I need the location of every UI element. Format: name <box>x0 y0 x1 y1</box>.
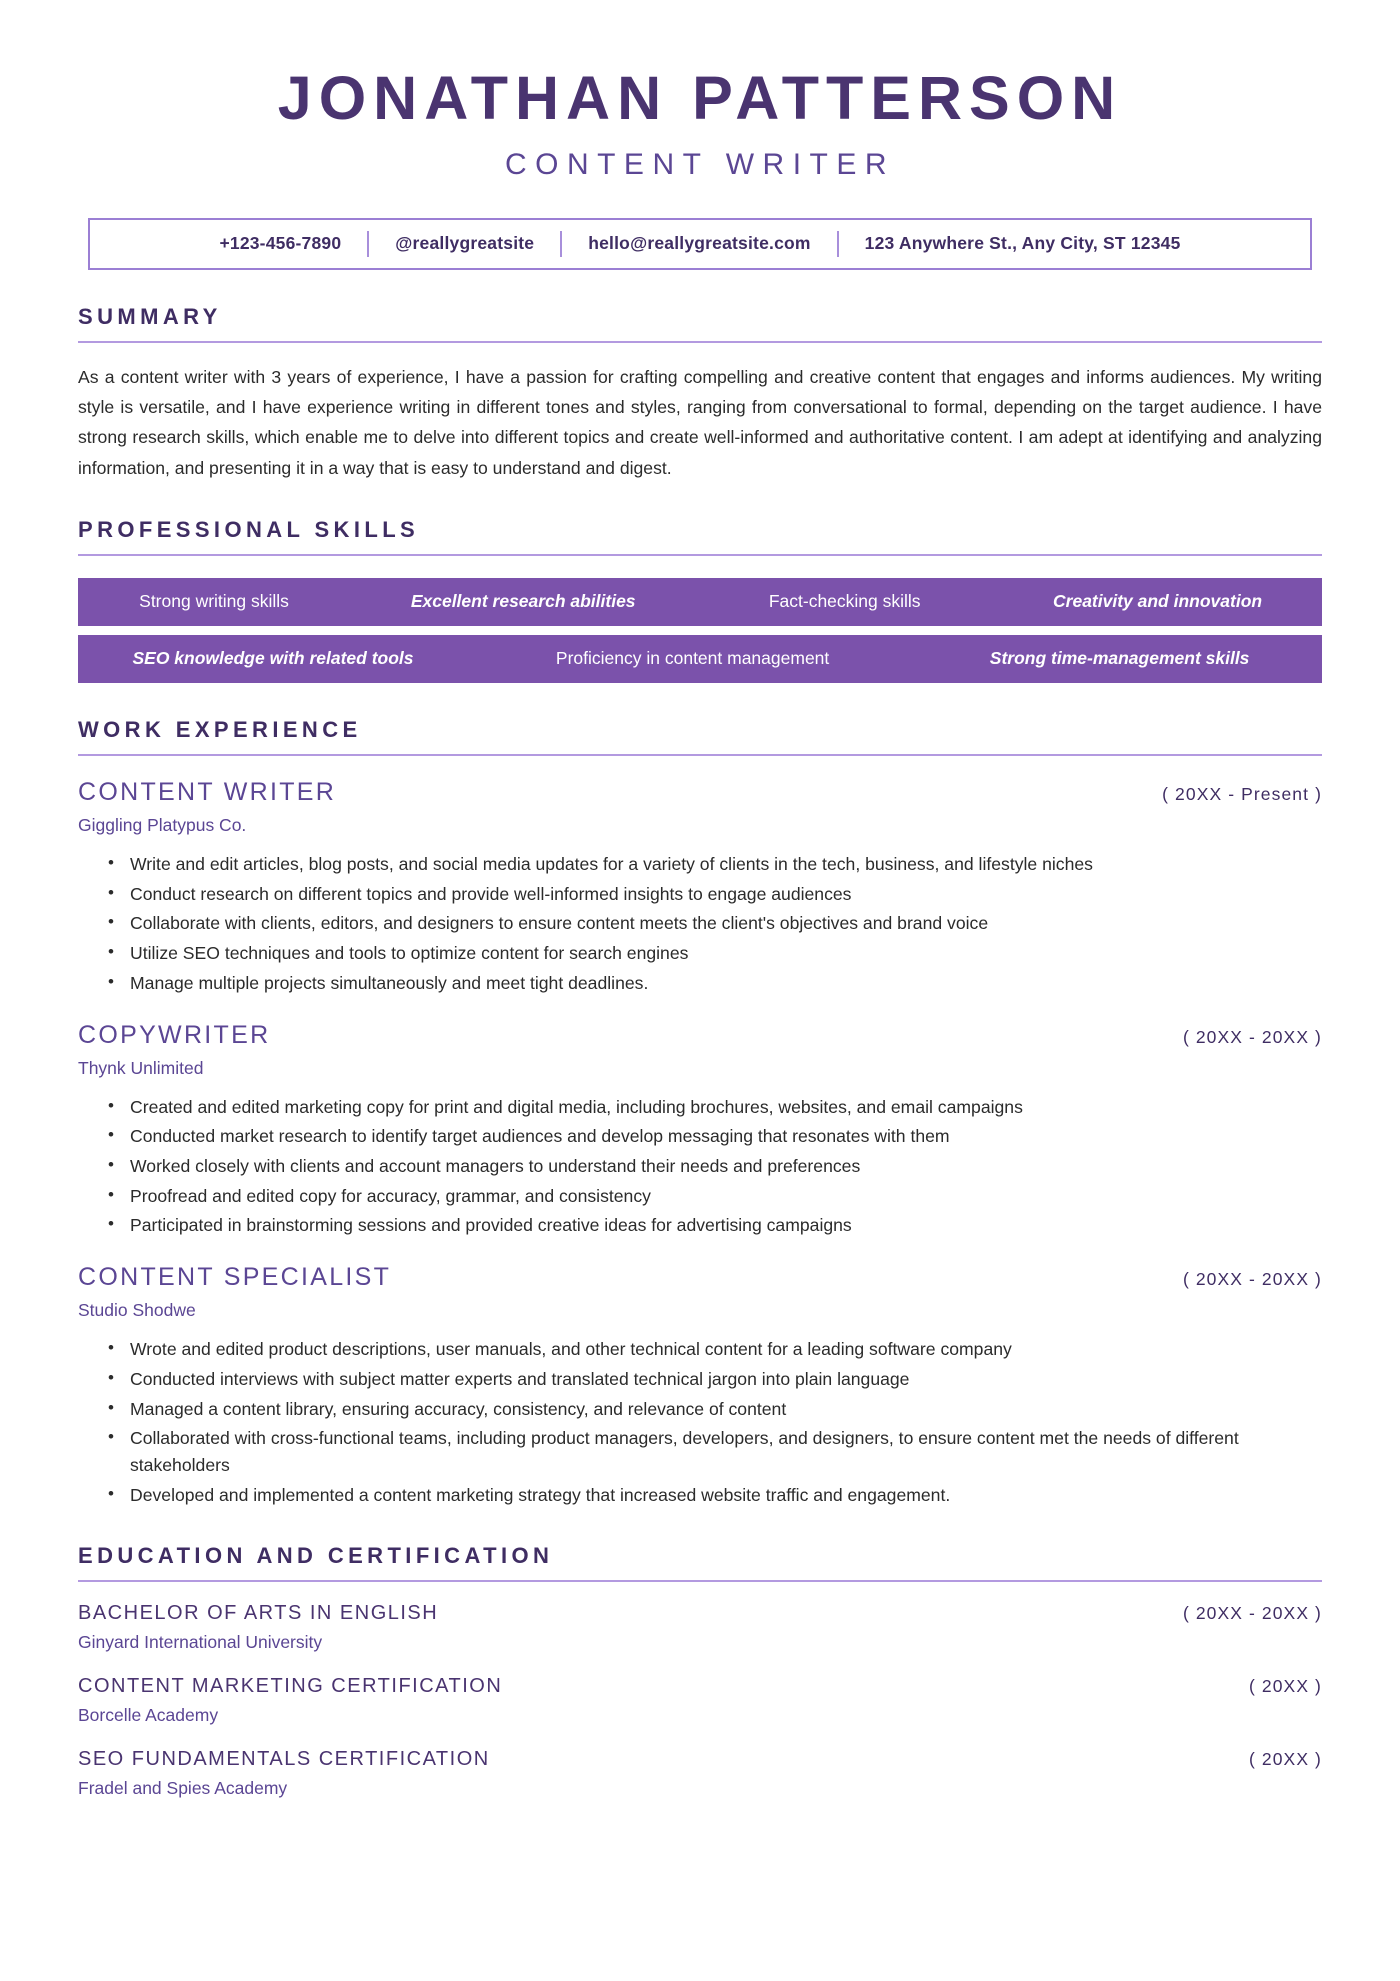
skills-heading: PROFESSIONAL SKILLS <box>78 516 420 542</box>
skill-item: Proficiency in content management <box>555 648 830 669</box>
skill-item: SEO knowledge with related tools <box>132 648 414 669</box>
education-school: Borcelle Academy <box>78 1704 219 1725</box>
education-entry-header <box>78 1675 1322 1698</box>
skills-row <box>78 635 1322 683</box>
summary-text: As a content writer with 3 years of experience, I have a passion for crafting compelling and creative content that engages and informs audiences. My writing style is versatile, and I have experience writing in different tones and styles, ranging from conversational to formal, depending on the target audience. I have strong research skills, which enable me to delve into different topics and create well-informed and authoritative content. I am adept at identifying and analyzing information, and presenting it in a way that is easy to understand and digest. <box>78 366 1322 478</box>
skill-item: Fact-checking skills <box>768 591 921 612</box>
job-responsibility-list <box>78 851 1322 997</box>
job-date: ( 20XX - Present ) <box>1162 783 1322 804</box>
list-item: • Collaborated with cross-functional teams, including product managers, developers, and designers, to ensure content met the needs of different stakeholders <box>108 1425 1322 1478</box>
list-item: • Developed and implemented a content marketing strategy that increased website traffic and engagement. <box>108 1482 1322 1509</box>
contact-email: hello@reallygreatsite.com <box>588 233 811 254</box>
contact-handle: @reallygreatsite <box>395 233 535 254</box>
education-entry <box>78 1602 1322 1653</box>
list-item: • Conduct research on different topics and provide well-informed insights to engage audiences <box>108 881 1322 908</box>
experience-list <box>78 778 1322 1509</box>
skills-table <box>78 578 1322 683</box>
education-title: CONTENT MARKETING CERTIFICATION <box>78 1674 503 1697</box>
experience-entry <box>78 1021 1322 1240</box>
experience-entry-header <box>78 1021 1322 1050</box>
job-company: Studio Shodwe <box>78 1300 196 1321</box>
summary-heading: SUMMARY <box>78 303 222 329</box>
experience-entry <box>78 778 1322 997</box>
candidate-role: CONTENT WRITER <box>504 147 896 181</box>
section-divider <box>78 754 1322 756</box>
contact-phone: +123-456-7890 <box>219 233 342 254</box>
experience-entry-header <box>78 778 1322 807</box>
education-title: BACHELOR OF ARTS IN ENGLISH <box>78 1601 439 1624</box>
education-list <box>78 1602 1322 1799</box>
list-item: • Wrote and edited product descriptions, user manuals, and other technical content for a leading software company <box>108 1336 1322 1363</box>
job-responsibility-list <box>78 1094 1322 1240</box>
education-entry <box>78 1675 1322 1726</box>
education-section <box>78 1543 1322 1799</box>
skills-section <box>78 517 1322 683</box>
job-date: ( 20XX - 20XX ) <box>1182 1026 1322 1047</box>
section-divider <box>78 1580 1322 1582</box>
job-title: CONTENT WRITER <box>78 777 337 806</box>
education-date: ( 20XX - 20XX ) <box>1182 1602 1322 1623</box>
job-company: Thynk Unlimited <box>78 1057 204 1078</box>
list-item: • Managed a content library, ensuring accuracy, consistency, and relevance of content <box>108 1396 1322 1423</box>
education-school: Ginyard International University <box>78 1631 323 1652</box>
skills-row <box>78 578 1322 626</box>
section-divider <box>78 341 1322 343</box>
experience-section <box>78 717 1322 1509</box>
contact-bar <box>88 218 1312 270</box>
contact-address: 123 Anywhere St., Any City, ST 12345 <box>864 233 1181 254</box>
list-item: • Manage multiple projects simultaneously and meet tight deadlines. <box>108 970 1322 997</box>
job-title: COPYWRITER <box>78 1020 271 1049</box>
candidate-name: JONATHAN PATTERSON <box>277 64 1123 132</box>
job-company: Giggling Platypus Co. <box>78 814 247 835</box>
experience-entry <box>78 1263 1322 1508</box>
skill-item: Strong time-management skills <box>989 648 1250 669</box>
skill-item: Excellent research abilities <box>410 591 636 612</box>
education-entry-header <box>78 1748 1322 1771</box>
list-item: • Proofread and edited copy for accuracy, grammar, and consistency <box>108 1183 1322 1210</box>
education-title: SEO FUNDAMENTALS CERTIFICATION <box>78 1747 490 1770</box>
list-item: • Utilize SEO techniques and tools to optimize content for search engines <box>108 940 1322 967</box>
job-responsibility-list <box>78 1336 1322 1508</box>
list-item: • Collaborate with clients, editors, and designers to ensure content meets the client's objectives and brand voice <box>108 910 1322 937</box>
education-school: Fradel and Spies Academy <box>78 1777 288 1798</box>
resume-header <box>78 66 1322 182</box>
section-divider <box>78 554 1322 556</box>
list-item: • Conducted interviews with subject matter experts and translated technical jargon into plain language <box>108 1366 1322 1393</box>
skill-item: Strong writing skills <box>139 591 289 612</box>
education-date: ( 20XX ) <box>1249 1675 1322 1696</box>
education-entry <box>78 1748 1322 1799</box>
education-entry-header <box>78 1602 1322 1625</box>
education-heading: EDUCATION AND CERTIFICATION <box>78 1542 554 1568</box>
list-item: • Created and edited marketing copy for print and digital media, including brochures, websites, and email campaigns <box>108 1094 1322 1121</box>
list-item: • Worked closely with clients and account managers to understand their needs and preferences <box>108 1153 1322 1180</box>
skill-item: Creativity and innovation <box>1053 591 1263 612</box>
job-date: ( 20XX - 20XX ) <box>1182 1269 1322 1290</box>
list-item: • Participated in brainstorming sessions and provided creative ideas for advertising campaigns <box>108 1212 1322 1239</box>
experience-entry-header <box>78 1263 1322 1292</box>
job-title: CONTENT SPECIALIST <box>78 1263 392 1292</box>
summary-section <box>78 304 1322 483</box>
education-date: ( 20XX ) <box>1249 1748 1322 1769</box>
experience-heading: WORK EXPERIENCE <box>78 716 362 742</box>
list-item: • Write and edit articles, blog posts, and social media updates for a variety of clients in the tech, business, and lifestyle niches <box>108 851 1322 878</box>
list-item: • Conducted market research to identify target audiences and develop messaging that resonates with them <box>108 1123 1322 1150</box>
